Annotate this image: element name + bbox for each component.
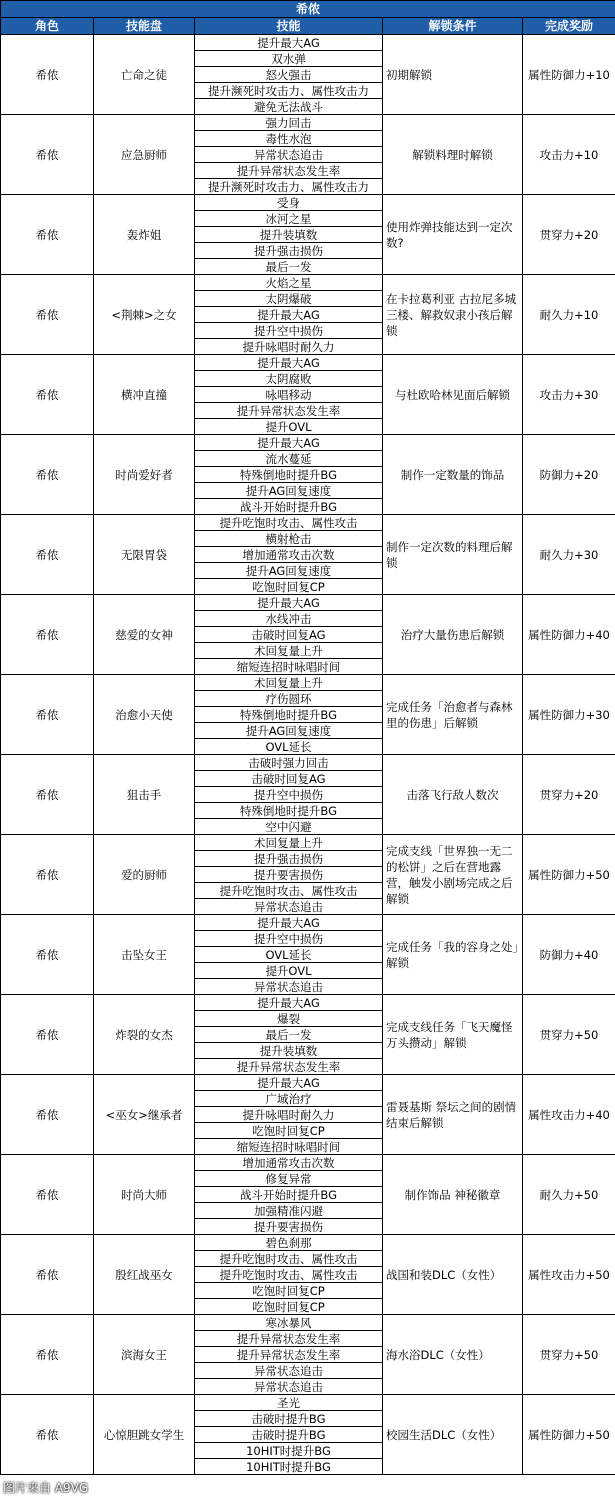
skill-cell: 战斗开始时提升BG xyxy=(195,499,383,515)
condition-cell: 完成支线「世界独一无二的松饼」之后在营地露营，触发小剧场完成之后解锁 xyxy=(383,835,523,915)
skill-cell: 术回复量上升 xyxy=(195,675,383,691)
condition-cell: 击落飞行敌人数次 xyxy=(383,755,523,835)
skill-cell: 提升最大AG xyxy=(195,995,383,1011)
header-reward: 完成奖励 xyxy=(523,18,615,35)
skill-cell: 提升OVL xyxy=(195,963,383,979)
condition-cell: 校园生活DLC（女性） xyxy=(383,1395,523,1475)
board-cell: 治愈小天使 xyxy=(94,675,195,755)
reward-cell: 攻击力+10 xyxy=(523,115,615,195)
board-cell: 殷红战巫女 xyxy=(94,1235,195,1315)
role-cell: 希侬 xyxy=(1,1315,94,1395)
skill-cell: 击破时提升BG xyxy=(195,1427,383,1443)
board-cell: 轰炸姐 xyxy=(94,195,195,275)
reward-cell: 属性防御力+30 xyxy=(523,675,615,755)
header-board: 技能盘 xyxy=(94,18,195,35)
table-row xyxy=(1,35,615,51)
table-row xyxy=(1,115,615,131)
skill-cell: 太阴腐败 xyxy=(195,371,383,387)
skill-cell: 提升空中损伤 xyxy=(195,931,383,947)
table-row xyxy=(1,915,615,931)
skill-cell: 碧色刹那 xyxy=(195,1235,383,1251)
skill-cell: 异常状态追击 xyxy=(195,1379,383,1395)
reward-cell: 属性防御力+50 xyxy=(523,1395,615,1475)
skill-cell: 提升吃饱时攻击、属性攻击 xyxy=(195,1251,383,1267)
condition-cell: 治疗大量伤患后解锁 xyxy=(383,595,523,675)
skill-cell: 避免无法战斗 xyxy=(195,99,383,115)
condition-cell: 使用炸弹技能达到一定次数? xyxy=(383,195,523,275)
table-row xyxy=(1,355,615,371)
role-cell: 希侬 xyxy=(1,915,94,995)
board-cell: 击坠女王 xyxy=(94,915,195,995)
skill-cell: 广域治疗 xyxy=(195,1091,383,1107)
skill-cell: 受身 xyxy=(195,195,383,211)
header-condition: 解锁条件 xyxy=(383,18,523,35)
board-cell: 时尚爱好者 xyxy=(94,435,195,515)
role-cell: 希侬 xyxy=(1,1395,94,1475)
table-row xyxy=(1,195,615,211)
skill-cell: 提升吃饱时攻击、属性攻击 xyxy=(195,515,383,531)
condition-cell: 在卡拉葛利亚 古拉尼多城 三楼、解救奴隶小孩后解锁 xyxy=(383,275,523,355)
skill-cell: 击破时回复AG xyxy=(195,627,383,643)
skill-cell: 圣光 xyxy=(195,1395,383,1411)
skill-cell: 提升AG回复速度 xyxy=(195,723,383,739)
header-row xyxy=(1,18,615,35)
reward-cell: 属性防御力+40 xyxy=(523,595,615,675)
skill-cell: 强力回击 xyxy=(195,115,383,131)
role-cell: 希侬 xyxy=(1,275,94,355)
condition-cell: 完成任务「治愈者与森林里的伤患」后解锁 xyxy=(383,675,523,755)
role-cell: 希侬 xyxy=(1,1075,94,1155)
reward-cell: 耐久力+10 xyxy=(523,275,615,355)
skill-cell: 提升强击损伤 xyxy=(195,851,383,867)
skill-cell: 特殊倒地时提升BG xyxy=(195,803,383,819)
table-row xyxy=(1,1315,615,1331)
title-row xyxy=(1,1,615,18)
reward-cell: 防御力+20 xyxy=(523,435,615,515)
skill-cell: 提升OVL xyxy=(195,419,383,435)
skill-cell: OVL延长 xyxy=(195,739,383,755)
skill-cell: 最后一发 xyxy=(195,259,383,275)
role-cell: 希侬 xyxy=(1,435,94,515)
skill-cell: 10HIT时提升BG xyxy=(195,1443,383,1459)
skill-cell: 缩短连招时咏唱时间 xyxy=(195,1139,383,1155)
condition-cell: 海水浴DLC（女性） xyxy=(383,1315,523,1395)
skill-cell: 空中闪避 xyxy=(195,819,383,835)
skill-cell: 提升最大AG xyxy=(195,355,383,371)
skill-cell: 异常状态追击 xyxy=(195,1363,383,1379)
skill-cell: 水线冲击 xyxy=(195,611,383,627)
skill-cell: 提升装填数 xyxy=(195,227,383,243)
board-cell: 滨海女王 xyxy=(94,1315,195,1395)
skill-cell: 太阴爆破 xyxy=(195,291,383,307)
condition-cell: 制作饰品 神秘徽章 xyxy=(383,1155,523,1235)
skill-cell: 吃饱时回复CP xyxy=(195,1299,383,1315)
role-cell: 希侬 xyxy=(1,835,94,915)
board-cell: 横冲直撞 xyxy=(94,355,195,435)
board-cell: 亡命之徒 xyxy=(94,35,195,115)
skill-cell: 增加通常攻击次数 xyxy=(195,547,383,563)
sheet-title: 希侬 xyxy=(1,1,615,18)
condition-cell: 解锁料理时解锁 xyxy=(383,115,523,195)
role-cell: 希侬 xyxy=(1,1235,94,1315)
role-cell: 希侬 xyxy=(1,515,94,595)
reward-cell: 属性防御力+50 xyxy=(523,835,615,915)
header-skill: 技能 xyxy=(195,18,383,35)
board-cell: <巫女>继承者 xyxy=(94,1075,195,1155)
skill-cell: 提升要害损伤 xyxy=(195,867,383,883)
skill-cell: 击破时提升BG xyxy=(195,1411,383,1427)
skill-cell: 提升AG回复速度 xyxy=(195,483,383,499)
table-row xyxy=(1,755,615,771)
condition-cell: 雷聂基斯 祭坛之间的剧情结束后解锁 xyxy=(383,1075,523,1155)
skill-cell: 提升AG回复速度 xyxy=(195,563,383,579)
skill-cell: 提升最大AG xyxy=(195,307,383,323)
skill-cell: 最后一发 xyxy=(195,1027,383,1043)
skill-cell: 提升空中损伤 xyxy=(195,323,383,339)
reward-cell: 属性攻击力+40 xyxy=(523,1075,615,1155)
skill-cell: 吃饱时回复CP xyxy=(195,1283,383,1299)
skill-cell: 异常状态追击 xyxy=(195,899,383,915)
skill-cell: 提升异常状态发生率 xyxy=(195,403,383,419)
skill-cell: 提升异常状态发生率 xyxy=(195,1059,383,1075)
role-cell: 希侬 xyxy=(1,595,94,675)
reward-cell: 贯穿力+50 xyxy=(523,1315,615,1395)
skill-cell: 提升咏唱时耐久力 xyxy=(195,339,383,355)
role-cell: 希侬 xyxy=(1,195,94,275)
skill-cell: 流水蔓延 xyxy=(195,451,383,467)
header-role: 角色 xyxy=(1,18,94,35)
table-row xyxy=(1,515,615,531)
skill-cell: 怒火强击 xyxy=(195,67,383,83)
condition-cell: 战国和装DLC（女性） xyxy=(383,1235,523,1315)
role-cell: 希侬 xyxy=(1,115,94,195)
reward-cell: 贯穿力+50 xyxy=(523,995,615,1075)
role-cell: 希侬 xyxy=(1,755,94,835)
condition-cell: 初期解锁 xyxy=(383,35,523,115)
condition-cell: 完成支线任务「飞天魔怪万头攒动」解锁 xyxy=(383,995,523,1075)
board-cell: 无限胃袋 xyxy=(94,515,195,595)
role-cell: 希侬 xyxy=(1,1155,94,1235)
reward-cell: 防御力+40 xyxy=(523,915,615,995)
table-body xyxy=(1,1,615,1475)
reward-cell: 属性防御力+10 xyxy=(523,35,615,115)
role-cell: 希侬 xyxy=(1,35,94,115)
skill-cell: 提升装填数 xyxy=(195,1043,383,1059)
skill-cell: 提升濒死时攻击力、属性攻击力 xyxy=(195,83,383,99)
skill-cell: 寒冰暴风 xyxy=(195,1315,383,1331)
table-row xyxy=(1,1155,615,1171)
skill-cell: 提升异常状态发生率 xyxy=(195,163,383,179)
skill-cell: 术回复量上升 xyxy=(195,835,383,851)
skill-cell: 吃饱时回复CP xyxy=(195,579,383,595)
skill-cell: 特殊倒地时提升BG xyxy=(195,707,383,723)
skill-cell: 10HIT时提升BG xyxy=(195,1459,383,1475)
skill-cell: 特殊倒地时提升BG xyxy=(195,467,383,483)
skill-cell: 爆裂 xyxy=(195,1011,383,1027)
skill-cell: 加强精准闪避 xyxy=(195,1203,383,1219)
skill-cell: 提升最大AG xyxy=(195,435,383,451)
board-cell: 爱的厨师 xyxy=(94,835,195,915)
skill-cell: 击破时回复AG xyxy=(195,771,383,787)
table-row xyxy=(1,1395,615,1411)
table-row xyxy=(1,995,615,1011)
reward-cell: 属性攻击力+50 xyxy=(523,1235,615,1315)
skill-cell: 提升强击损伤 xyxy=(195,243,383,259)
skill-cell: 战斗开始时提升BG xyxy=(195,1187,383,1203)
skill-cell: 术回复量上升 xyxy=(195,643,383,659)
condition-cell: 制作一定数量的饰品 xyxy=(383,435,523,515)
skill-cell: 提升空中损伤 xyxy=(195,787,383,803)
reward-cell: 贯穿力+20 xyxy=(523,755,615,835)
skill-cell: 毒性水泡 xyxy=(195,131,383,147)
board-cell: 时尚大师 xyxy=(94,1155,195,1235)
skill-cell: 疗伤圆环 xyxy=(195,691,383,707)
condition-cell: 制作一定次数的料理后解锁 xyxy=(383,515,523,595)
skill-cell: 击破时强力回击 xyxy=(195,755,383,771)
role-cell: 希侬 xyxy=(1,995,94,1075)
skill-cell: OVL延长 xyxy=(195,947,383,963)
table-row xyxy=(1,675,615,691)
skill-cell: 咏唱移动 xyxy=(195,387,383,403)
skill-cell: 缩短连招时咏唱时间 xyxy=(195,659,383,675)
role-cell: 希侬 xyxy=(1,675,94,755)
condition-cell: 完成任务「我的容身之处」解锁 xyxy=(383,915,523,995)
reward-cell: 贯穿力+20 xyxy=(523,195,615,275)
skill-cell: 异常状态追击 xyxy=(195,147,383,163)
table-row xyxy=(1,595,615,611)
skill-cell: 提升最大AG xyxy=(195,915,383,931)
skill-cell: 提升吃饱时攻击、属性攻击 xyxy=(195,1267,383,1283)
skill-cell: 提升要害损伤 xyxy=(195,1219,383,1235)
reward-cell: 耐久力+50 xyxy=(523,1155,615,1235)
skill-cell: 异常状态追击 xyxy=(195,979,383,995)
board-cell: 狙击手 xyxy=(94,755,195,835)
skill-cell: 提升最大AG xyxy=(195,1075,383,1091)
table-row xyxy=(1,1235,615,1251)
skill-cell: 提升最大AG xyxy=(195,35,383,51)
board-cell: 应急厨师 xyxy=(94,115,195,195)
reward-cell: 耐久力+30 xyxy=(523,515,615,595)
skill-cell: 提升咏唱时耐久力 xyxy=(195,1107,383,1123)
skill-cell: 提升吃饱时攻击、属性攻击 xyxy=(195,883,383,899)
skill-cell: 提升异常状态发生率 xyxy=(195,1331,383,1347)
board-cell: 心惊胆跳女学生 xyxy=(94,1395,195,1475)
table-row xyxy=(1,435,615,451)
skill-cell: 增加通常攻击次数 xyxy=(195,1155,383,1171)
skill-cell: 提升最大AG xyxy=(195,595,383,611)
table-row xyxy=(1,1075,615,1091)
condition-cell: 与杜欧哈林见面后解锁 xyxy=(383,355,523,435)
reward-cell: 攻击力+30 xyxy=(523,355,615,435)
skill-cell: 吃饱时回复CP xyxy=(195,1123,383,1139)
table-row xyxy=(1,835,615,851)
skill-cell: 火焰之星 xyxy=(195,275,383,291)
skill-cell: 提升异常状态发生率 xyxy=(195,1347,383,1363)
table-row xyxy=(1,275,615,291)
skill-cell: 冰河之星 xyxy=(195,211,383,227)
skill-cell: 横射枪击 xyxy=(195,531,383,547)
skill-cell: 修复异常 xyxy=(195,1171,383,1187)
watermark: 图片来自 A9VG xyxy=(3,1481,89,1495)
board-cell: <荆棘>之女 xyxy=(94,275,195,355)
board-cell: 炸裂的女杰 xyxy=(94,995,195,1075)
skill-cell: 双水弹 xyxy=(195,51,383,67)
skill-cell: 提升濒死时攻击力、属性攻击力 xyxy=(195,179,383,195)
role-cell: 希侬 xyxy=(1,355,94,435)
board-cell: 慈爱的女神 xyxy=(94,595,195,675)
